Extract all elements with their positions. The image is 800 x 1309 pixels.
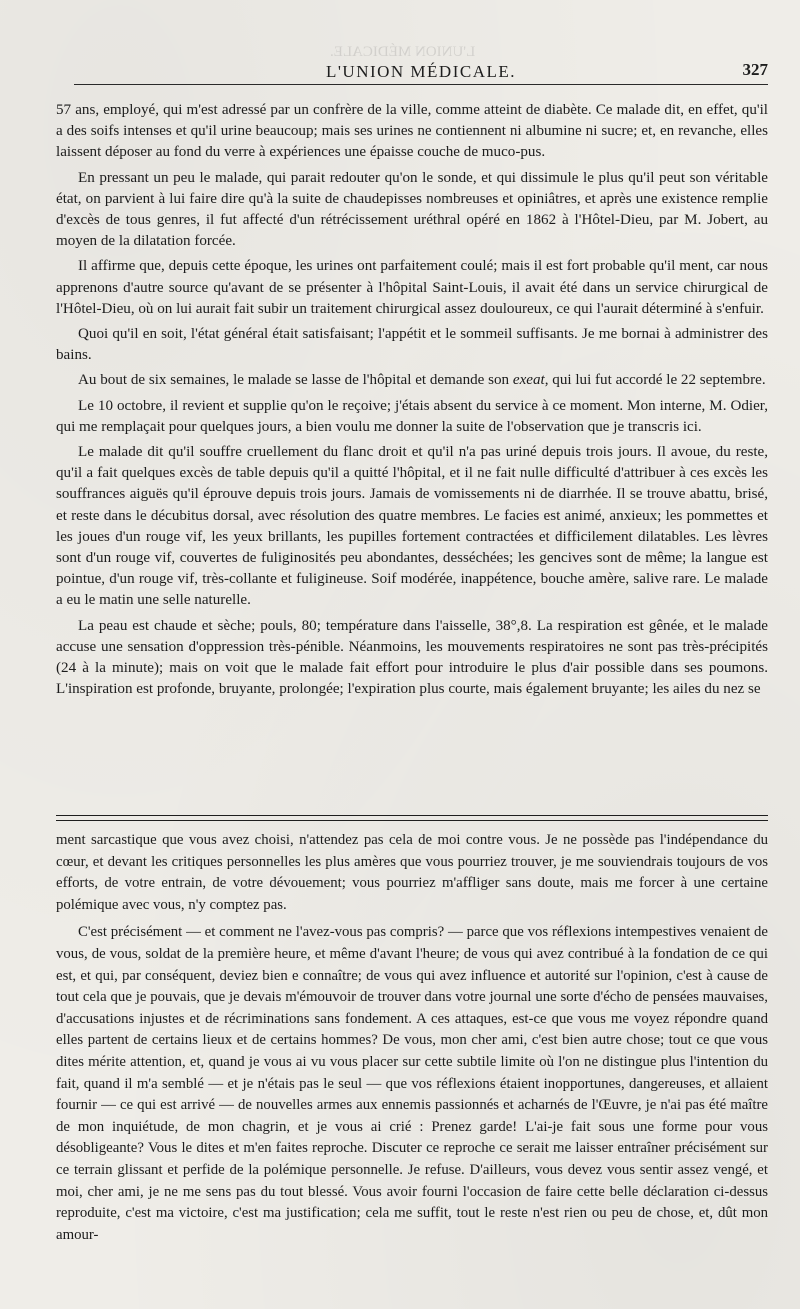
italic-term: exeat: [512, 372, 545, 389]
paragraph: 57 ans, employé, qui m'est adressé par un confrère de la ville, comme atteint de diabète. Ce malade dit, en effet, qu'il a des soifs intenses et qu'il urine beaucoup; mais ses urines ne contiennent ni albumine ni sucre; et, en revanche, elles laissent déposer au fond du verre à expériences une épaisse couche de muco-pus.: [56, 102, 768, 161]
paragraph: [56, 370, 768, 391]
clinical-observation: [56, 100, 768, 704]
running-header: [74, 58, 768, 86]
feuilleton-divider: [56, 815, 768, 821]
header-rule: [74, 84, 768, 85]
journal-title: L'UNION MÉDICALE.: [325, 62, 517, 81]
paragraph: C'est précisément — et comment ne l'avez-vous pas compris? — parce que vos réflexions intempestives venaient de vous, de vous, soldat de la première heure, et même d'avant l'heure; de vous qui avez contribué à la fondation de ce qui est, et qui, par conséquent, deviez bien e connaître; de vous qui avez influence et autorité sur l'opinion, c'est à cause de tout cela que je pouvais, que je devais m'émouvoir de trouver dans votre journal une sorte d'écho de pensées mauvaises, d'accusations injustes et de récriminations sans fondement. A ces attaques, est-ce que vous me voyez répondre quand elles partent de certains lieux et de certains hommes? De vous, mon cher ami, c'est bien autre chose; tout ce que vous dites mérite attention, et, quand je vous ai vu vous placer sur cette subtile limite où l'on ne distingue plus l'intention du fait, quand il m'a semblé — et je n'étais pas le seul — que vos réflexions étaient inopportunes, dangereuses, et allaient fournir — ce qui est arrivé — de nouvelles armes aux ennemis passionnés et acharnés de l'Œuvre, je n'ai pas été maître de mon inquiétude, de mon chagrin, et je vous ai crié : Prenez garde! L'ai-je fait sous une forme pour vous désobligeante? Vous le dites et m'en faites reproche. Discuter ce reproche ce serait me laisser entraîner précisément sur ce terrain glissant et perfide de la polémique personnelle. Je refuse. D'ailleurs, vous devez vous sentir assez vengé, et moi, cher ami, je ne me sens pas du tout blessé. Vous avoir fourni l'occasion de faire cette belle déclaration ci-dessus reproduite, c'est ma victoire, c'est ma justification; cela me suffit, tout le reste n'est rien ou peu de chose, et, dût mon amour-: [56, 924, 768, 1243]
feuilleton-letter: [56, 830, 768, 1252]
paragraph: En pressant un peu le malade, qui parait redouter qu'on le sonde, et qui dissimule le plus qu'il peut son véritable état, on parvient à lui faire dire qu'à la suite de chaudepisses nombreuses et opiniâtres, et après une existence remplie d'excès de tous genres, il fut affecté d'un rétrécissement uréthral opéré en 1862 à l'Hôtel-Dieu, par M. Jobert, au moyen de la dilatation forcée.: [56, 169, 768, 250]
paragraph: La peau est chaude et sèche; pouls, 80; température dans l'aisselle, 38°,8. La respiration est gênée, et le malade accuse une sensation d'oppression très-pénible. Néanmoins, les mouvements respiratoires ne sont pas très-précipités (24 à la minute); mais on voit que le malade fait effort pour introduire le plus d'air possible dans ses poumons. L'inspiration est profonde, bruyante, prolongée; l'expiration plus courte, mais également bruyante; les ailes du nez se: [56, 617, 768, 698]
bleed-through-text: L'UNION MÉDICALE.: [330, 44, 476, 60]
paragraph: Le malade dit qu'il souffre cruellement du flanc droit et qu'il n'a pas uriné depuis trois jours. Il avoue, du reste, qu'il a fait quelques excès de table depuis qu'il a quitté l'hôpital, et il ne fait nulle difficulté d'attribuer à ces excès les souffrances aiguës qu'il éprouve depuis trois jours. Jamais de vomissements ni de diarrhée. Il se trouve abattu, brisé, et reste dans le décubitus dorsal, avec résolution des quatre membres. Le facies est animé, anxieux; les pommettes et les joues d'un rouge vif, les yeux brillants, les pupilles fortement contractées et difficilement dilatables. Les lèvres sont d'un rouge vif, couvertes de fuliginosités peu abondantes, desséchées; les gencives sont de même; la langue est pointue, d'un rouge vif, très-collante et fuligineuse. Soif modérée, inappétence, bouche amère, salive rare. Le malade a eu le matin une selle naturelle.: [56, 444, 768, 609]
paragraph-text: , qui lui fut accordé le 22 septembre.: [544, 372, 766, 389]
paragraph: Quoi qu'il en soit, l'état général était satisfaisant; l'appétit et le sommeil suffisants. Je me bornai à administrer des bains.: [56, 326, 768, 364]
page-number: 327: [742, 60, 768, 79]
paragraph: ment sarcastique que vous avez choisi, n'attendez pas cela de moi contre vous. Je ne possède pas l'indépendance du cœur, et devant les critiques personnelles les plus amères que vous pourriez trouver, je me souviendrais toujours de vos efforts, de votre entrain, de votre dévouement; vous pourriez m'affliger sans doute, mais me forcer à une certaine polémique avec vous, n'y comptez pas.: [56, 832, 768, 913]
paragraph: Le 10 octobre, il revient et supplie qu'on le reçoive; j'étais absent du service à ce moment. Mon interne, M. Odier, qui me remplaçait pour quelques jours, a bien voulu me donner la suite de l'observation que je transcris ici.: [56, 397, 768, 435]
paragraph: Il affirme que, depuis cette époque, les urines ont parfaitement coulé; mais il est fort probable qu'il ment, car nous apprenons d'autre source qu'avant de se présenter à l'hôpital Saint-Louis, il avait été dans un service chirurgical de l'Hôtel-Dieu, où on lui aurait fait subir un traitement chirurgical assez douloureux, ce qui l'aurait déterminé à s'enfuir.: [56, 258, 768, 317]
paragraph-text: Au bout de six semaines, le malade se lasse de l'hôpital et demande son: [78, 372, 513, 389]
